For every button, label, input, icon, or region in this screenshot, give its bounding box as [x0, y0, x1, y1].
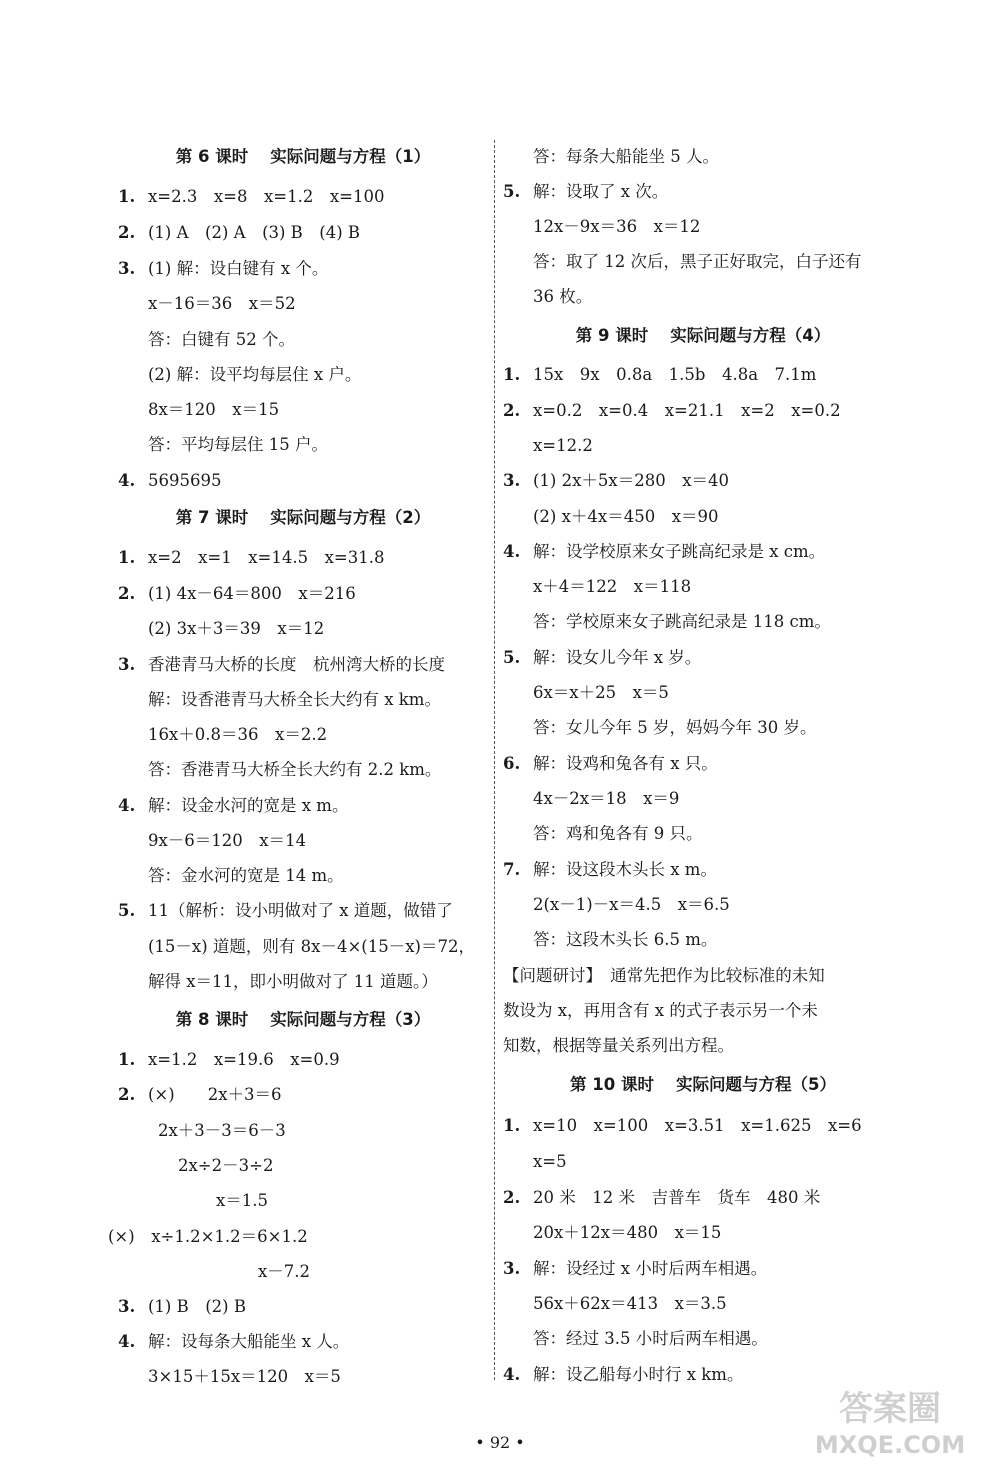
answer-text: (×) 2x＋3＝6: [148, 1085, 282, 1104]
answer-text: 12x－9x＝36 x＝12: [533, 217, 701, 236]
answer-line: [503, 1035, 734, 1057]
answer-text: (×) x÷1.2×1.2＝6×1.2: [108, 1227, 308, 1246]
answer-line: [158, 1120, 286, 1142]
answer-text: 8x＝120 x＝15: [148, 400, 280, 419]
answer-line: [533, 788, 679, 810]
answer-line: [118, 654, 445, 676]
answer-line: [108, 1226, 308, 1248]
answer-text: 解：设经过 x 小时后两车相遇。: [533, 1259, 768, 1278]
answer-line: [118, 900, 453, 922]
answer-line: [118, 186, 385, 208]
answer-line: [533, 929, 717, 951]
answer-line: [118, 547, 385, 569]
watermark-logo: [790, 1375, 990, 1465]
answer-text: x=1.2 x=19.6 x=0.9: [148, 1050, 340, 1069]
answer-text: 答：鸡和兔各有 9 只。: [533, 824, 703, 843]
lesson-title: 实际问题与方程（2）: [270, 508, 431, 527]
answer-text: x＋4＝122 x＝118: [533, 577, 692, 596]
question-number: 5.: [503, 182, 521, 201]
answer-text: 答：白键有 52 个。: [148, 330, 295, 349]
answer-text: 解：设金水河的宽是 x m。: [148, 796, 349, 815]
question-number: 4.: [118, 471, 136, 490]
answer-text: 答：金水河的宽是 14 m。: [148, 866, 344, 885]
svg-text:答案圈: 答案圈: [839, 1389, 941, 1429]
section-heading: [503, 1074, 903, 1096]
section-heading: [118, 146, 488, 168]
answer-text: (2) x＋4x＝450 x＝90: [533, 507, 719, 526]
section-heading: [503, 325, 903, 347]
answer-line: [533, 251, 862, 273]
lesson-number: 第 10 课时: [570, 1075, 654, 1094]
answer-text: 20 米 12 米 吉普车 货车 480 米: [533, 1188, 821, 1207]
answer-text: (2) 3x＋3＝39 x＝12: [148, 619, 325, 638]
answer-line: [118, 1084, 282, 1106]
answer-line: [503, 1187, 820, 1209]
answer-text: 知数，根据等量关系列出方程。: [503, 1036, 734, 1055]
answer-text: (1) 2x＋5x＝280 x＝40: [533, 471, 730, 490]
question-number: 3.: [118, 259, 136, 278]
answer-text: 6x＝x＋25 x＝5: [533, 683, 669, 702]
answer-line: [148, 936, 475, 958]
answer-text: 2x÷2－3÷2: [178, 1156, 274, 1175]
answer-line: [148, 618, 324, 640]
answer-text: 11（解析：设小明做对了 x 道题，做错了: [148, 901, 453, 920]
answer-text: 2(x－1)－x＝4.5 x＝6.5: [533, 895, 730, 914]
answer-line: [503, 647, 701, 669]
question-number: 3.: [118, 1297, 136, 1316]
question-number: 5.: [503, 648, 521, 667]
answer-line: [503, 753, 718, 775]
answer-line: [118, 583, 356, 605]
answer-line: [503, 541, 825, 563]
answer-text: 答：学校原来女子跳高纪录是 118 cm。: [533, 612, 831, 631]
question-number: 6.: [503, 754, 521, 773]
answer-line: [148, 364, 361, 386]
answer-text: 解：设香港青马大桥全长大约有 x km。: [148, 690, 441, 709]
answer-text: x=5: [533, 1152, 567, 1171]
answer-line: [118, 1049, 340, 1071]
question-number: 4.: [118, 796, 136, 815]
question-number: 3.: [503, 471, 521, 490]
column-divider: [494, 140, 495, 1380]
answer-line: [533, 717, 816, 739]
answer-line: [503, 1115, 862, 1137]
answer-line: [118, 795, 348, 817]
answer-line: [148, 830, 306, 852]
answer-text: 答：每条大船能坐 5 人。: [533, 147, 719, 166]
question-number: 2.: [118, 584, 136, 603]
answer-line: [148, 1366, 341, 1388]
answer-text: 56x＋62x＝413 x＝3.5: [533, 1294, 727, 1313]
question-number: 4.: [503, 1365, 521, 1384]
answer-text: 答：经过 3.5 小时后两车相遇。: [533, 1329, 768, 1348]
answer-line: [258, 1261, 310, 1283]
answer-text: x＝1.5: [216, 1191, 269, 1210]
answer-line: [118, 222, 360, 244]
svg-text:MXQE.COM: MXQE.COM: [814, 1431, 966, 1459]
answer-line: [503, 965, 825, 987]
answer-line: [118, 1331, 349, 1353]
answer-line: [533, 894, 730, 916]
question-number: 3.: [118, 655, 136, 674]
answer-text: 2x＋3－3＝6－3: [158, 1121, 286, 1140]
answer-line: [533, 576, 691, 598]
answer-line: [148, 865, 344, 887]
answer-text: x=2.3 x=8 x=1.2 x=100: [148, 187, 385, 206]
answer-line: [216, 1190, 268, 1212]
question-number: 1.: [118, 187, 136, 206]
answer-line: [533, 1328, 768, 1350]
answer-text: (15－x) 道题，则有 8x－4×(15－x)＝72，: [148, 937, 475, 956]
answer-text: (1) 解：设白键有 x 个。: [148, 259, 329, 278]
question-number: 5.: [118, 901, 136, 920]
lesson-title: 实际问题与方程（5）: [675, 1075, 836, 1094]
question-number: 7.: [503, 860, 521, 879]
question-number: 1.: [118, 548, 136, 567]
answer-text: (1) B (2) B: [148, 1297, 246, 1316]
answer-line: [148, 293, 296, 315]
answer-text: (1) A (2) A (3) B (4) B: [148, 223, 361, 242]
answer-text: 解：设鸡和兔各有 x 只。: [533, 754, 718, 773]
lesson-number: 第 9 课时: [575, 326, 649, 345]
answer-text: 解：设学校原来女子跳高纪录是 x cm。: [533, 542, 826, 561]
lesson-number: 第 8 课时: [175, 1010, 249, 1029]
answer-line: [533, 1151, 567, 1173]
question-number: 1.: [503, 1116, 521, 1135]
answer-text: (2) 解：设平均每层住 x 户。: [148, 365, 362, 384]
answer-line: [148, 434, 328, 456]
answer-line: [118, 470, 222, 492]
answer-line: [148, 329, 295, 351]
question-number: 2.: [118, 223, 136, 242]
answer-line: [178, 1155, 273, 1177]
answer-text: 5695695: [148, 471, 222, 490]
answer-text: 数设为 x，再用含有 x 的式子表示另一个未: [503, 1001, 818, 1020]
answer-line: [533, 823, 703, 845]
answer-text: 4x－2x＝18 x＝9: [533, 789, 680, 808]
answer-text: x－16＝36 x＝52: [148, 294, 296, 313]
question-number: 4.: [118, 1332, 136, 1351]
answer-text: x=0.2 x=0.4 x=21.1 x=2 x=0.2: [533, 401, 841, 420]
section-heading: [118, 1009, 488, 1031]
answer-line: [533, 1293, 727, 1315]
answer-line: [533, 286, 592, 308]
question-number: 1.: [503, 365, 521, 384]
answer-text: 解：设女儿今年 x 岁。: [533, 648, 702, 667]
answer-text: 解：设取了 x 次。: [533, 182, 669, 201]
answer-text: 答：平均每层住 15 户。: [148, 435, 328, 454]
question-number: 2.: [503, 1188, 521, 1207]
answer-text: 20x＋12x＝480 x＝15: [533, 1223, 722, 1242]
answer-text: 答：女儿今年 5 岁，妈妈今年 30 岁。: [533, 718, 817, 737]
answer-line: [118, 258, 328, 280]
question-number: 1.: [118, 1050, 136, 1069]
answer-line: [148, 971, 438, 993]
answer-text: 解：设乙船每小时行 x km。: [533, 1365, 744, 1384]
answer-line: [533, 682, 669, 704]
answer-text: 3×15＋15x＝120 x＝5: [148, 1367, 341, 1386]
section-heading: [118, 507, 488, 529]
page-number: • 92 •: [475, 1433, 525, 1452]
answer-line: [503, 181, 668, 203]
answer-line: [148, 724, 327, 746]
answer-line: [503, 1258, 767, 1280]
lesson-title: 实际问题与方程（3）: [270, 1010, 431, 1029]
answer-text: 15x 9x 0.8a 1.5b 4.8a 7.1m: [533, 365, 817, 384]
answer-line: [148, 759, 441, 781]
answer-line: [118, 1296, 246, 1318]
question-number: 2.: [503, 401, 521, 420]
answer-text: 解：设每条大船能坐 x 人。: [148, 1332, 350, 1351]
answer-text: 答：香港青马大桥全长大约有 2.2 km。: [148, 760, 442, 779]
answer-line: [148, 399, 279, 421]
answer-text: 36 枚。: [533, 287, 593, 306]
answer-line: [148, 689, 441, 711]
answer-text: 【问题研讨】 通常先把作为比较标准的未知: [503, 966, 825, 985]
answer-text: x=12.2: [533, 436, 593, 455]
answer-text: 9x－6＝120 x＝14: [148, 831, 307, 850]
question-number: 3.: [503, 1259, 521, 1278]
answer-text: 答：这段木头长 6.5 m。: [533, 930, 718, 949]
answer-text: 答：取了 12 次后，黑子正好取完，白子还有: [533, 252, 862, 271]
question-number: 2.: [118, 1085, 136, 1104]
lesson-number: 第 6 课时: [175, 147, 249, 166]
answer-line: [503, 1000, 818, 1022]
question-number: 4.: [503, 542, 521, 561]
answer-line: [533, 435, 593, 457]
lesson-number: 第 7 课时: [175, 508, 249, 527]
answer-line: [503, 470, 729, 492]
answer-text: 解得 x＝11，即小明做对了 11 道题。）: [148, 972, 438, 991]
answer-text: (1) 4x－64＝800 x＝216: [148, 584, 356, 603]
answer-text: x=10 x=100 x=3.51 x=1.625 x=6: [533, 1116, 862, 1135]
answer-text: 16x＋0.8＝36 x＝2.2: [148, 725, 328, 744]
lesson-title: 实际问题与方程（1）: [270, 147, 431, 166]
answer-text: x－7.2: [258, 1262, 311, 1281]
lesson-title: 实际问题与方程（4）: [670, 326, 831, 345]
answer-text: 解：设这段木头长 x m。: [533, 860, 717, 879]
answer-line: [533, 216, 700, 238]
answer-line: [533, 146, 719, 168]
answer-line: [503, 364, 816, 386]
answer-text: x=2 x=1 x=14.5 x=31.8: [148, 548, 385, 567]
answer-line: [503, 1364, 743, 1386]
answer-line: [533, 506, 719, 528]
answer-line: [503, 400, 841, 422]
answer-line: [533, 1222, 721, 1244]
answer-line: [503, 859, 717, 881]
answer-text: 香港青马大桥的长度 杭州湾大桥的长度: [148, 655, 445, 674]
answer-line: [533, 611, 831, 633]
